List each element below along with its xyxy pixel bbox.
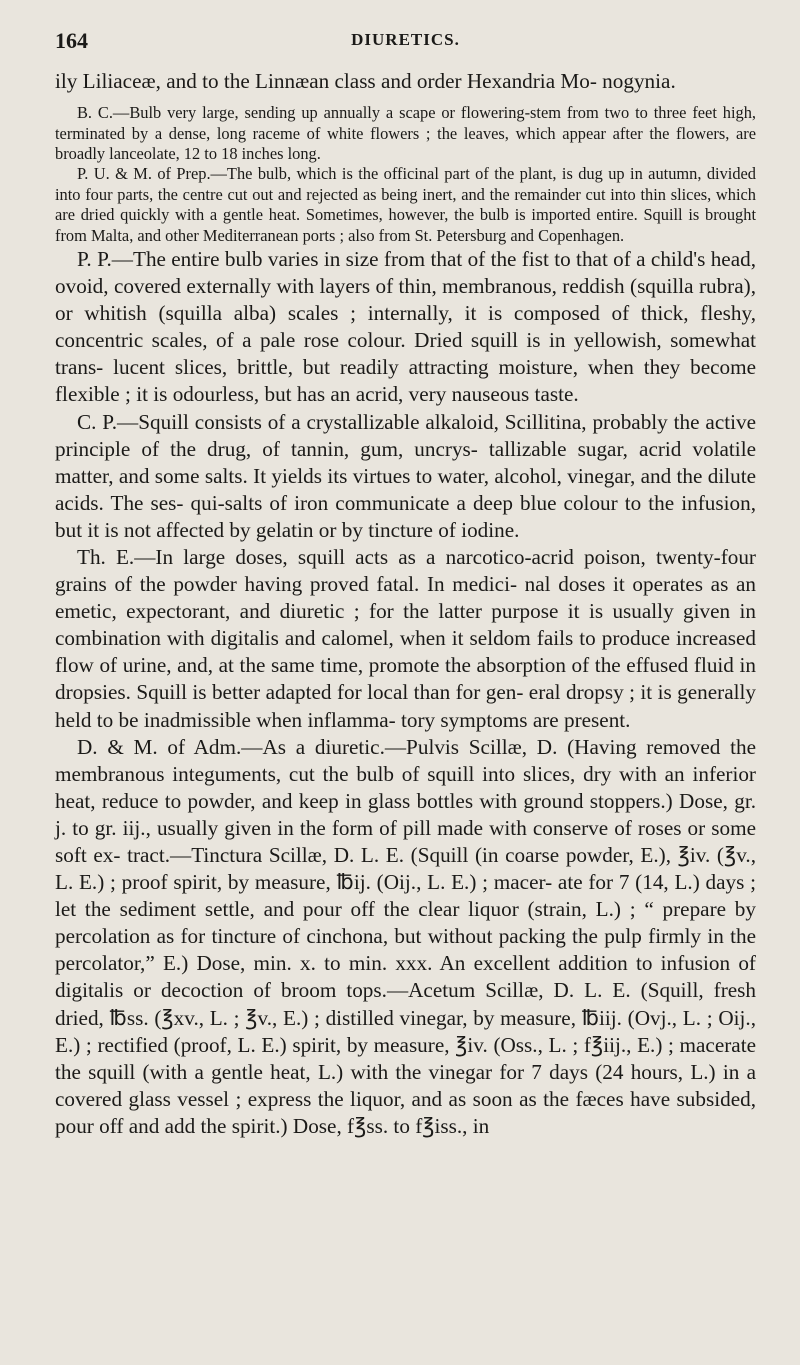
chemical-properties-paragraph: C. P.—Squill consists of a crystallizable alkaloid, Scillitina, probably the active principle of the drug, of tannin, gum, uncrys- tallizable sugar, acrid volatile matter, and some salts. It yields its virtues to water, alcohol, vinegar, and the dilute acids. The ses- qui-salts of iron communicate a deep blue colour to the infusion, but it is not affected by gelatin or by tincture of iodine. — [55, 409, 756, 542]
page-number: 164 — [55, 28, 88, 53]
therapeutic-effects-paragraph: Th. E.—In large doses, squill acts as a narcotico-acrid poison, twenty-four grains of the powder having proved fatal. In medici- nal doses it operates as an emetic, expectorant, and diuretic ; for the latter purpose it is usually given in combination with digitalis and calomel, when it seldom fails to produce increased flow of urine, and, at the same time, promote the absorption of the effused fluid in dropsies. Squill is better adapted for local than for gen- eral dropsy ; it is generally held to be inadmissible when inflamma- tory symptoms are present. — [55, 544, 756, 732]
preparation-paragraph: P. U. & M. of Prep.—The bulb, which is the officinal part of the plant, is dug up in autumn, divided into four parts, the centre cut out and rejected as being inert, and the remainder cut into thin slices, which are dried quickly with a gentle heat. Sometimes, however, the bulb is imported entire. Squill is brought from Malta, and other Mediterranean ports ; also from St. Petersburg and Copenhagen. — [55, 164, 756, 245]
botanical-characters-paragraph: B. C.—Bulb very large, sending up annually a scape or flowering-stem from two to three feet high, terminated by a dense, long raceme of white flowers ; the leaves, which appear after the flowers, are broadly lanceolate, 12 to 18 inches long. — [55, 103, 756, 163]
physical-properties-paragraph: P. P.—The entire bulb varies in size from that of the fist to that of a child's head, ovoid, covered externally with layers of thin, membranous, reddish (squilla rubra), or whitish (squilla alba) scales ; internally, it is composed of thick, fleshy, concentric scales, of a pale rose colour. Dried squill is in yellowish, somewhat trans- lucent slices, brittle, but readily attracting moisture, when they become flexible ; it is odourless, but has an acrid, very nauseous taste. — [55, 246, 756, 407]
running-head — [55, 28, 756, 62]
running-title: DIURETICS. — [351, 30, 460, 49]
administration-paragraph: D. & M. of Adm.—As a diuretic.—Pulvis Scillæ, D. (Having removed the membranous integuments, cut the bulb of squill into slices, dry with an inferior heat, reduce to powder, and keep in glass bottles with ground stoppers.) Dose, gr. j. to gr. iij., usually given in the form of pill made with conserve of roses or some soft ex- tract.—Tinctura Scillæ, D. L. E. (Squill (in coarse powder, E.), ℥iv. (℥v., L. E.) ; proof spirit, by measure, ℔ij. (Oij., L. E.) ; macer- ate for 7 (14, L.) days ; let the sediment settle, and pour off the clear liquor (strain, L.) ; “ prepare by percolation as for tincture of cinchona, but without packing the pulp firmly in the percolator,” E.) Dose, min. x. to min. xxx. An excellent addition to infusion of digitalis or decoction of broom tops.—Acetum Scillæ, D. L. E. (Squill, fresh dried, ℔ss. (℥xv., L. ; ℥v., E.) ; distilled vinegar, by measure, ℔iij. (Ovj., L. ; Oij., E.) ; rectified (proof, L. E.) spirit, by measure, ℥iv. (Oss., L. ; f℥iij., E.) ; macerate the squill (with a gentle heat, L.) with the vinegar for 7 days (24 hours, L.) in a covered glass vessel ; express the liquor, and as soon as the fæces have subsided, pour off and add the spirit.) Dose, f℥ss. to f℥iss., in — [55, 734, 756, 1138]
intro-paragraph: ily Liliaceæ, and to the Linnæan class and order Hexandria Mo- nogynia. — [55, 69, 676, 93]
